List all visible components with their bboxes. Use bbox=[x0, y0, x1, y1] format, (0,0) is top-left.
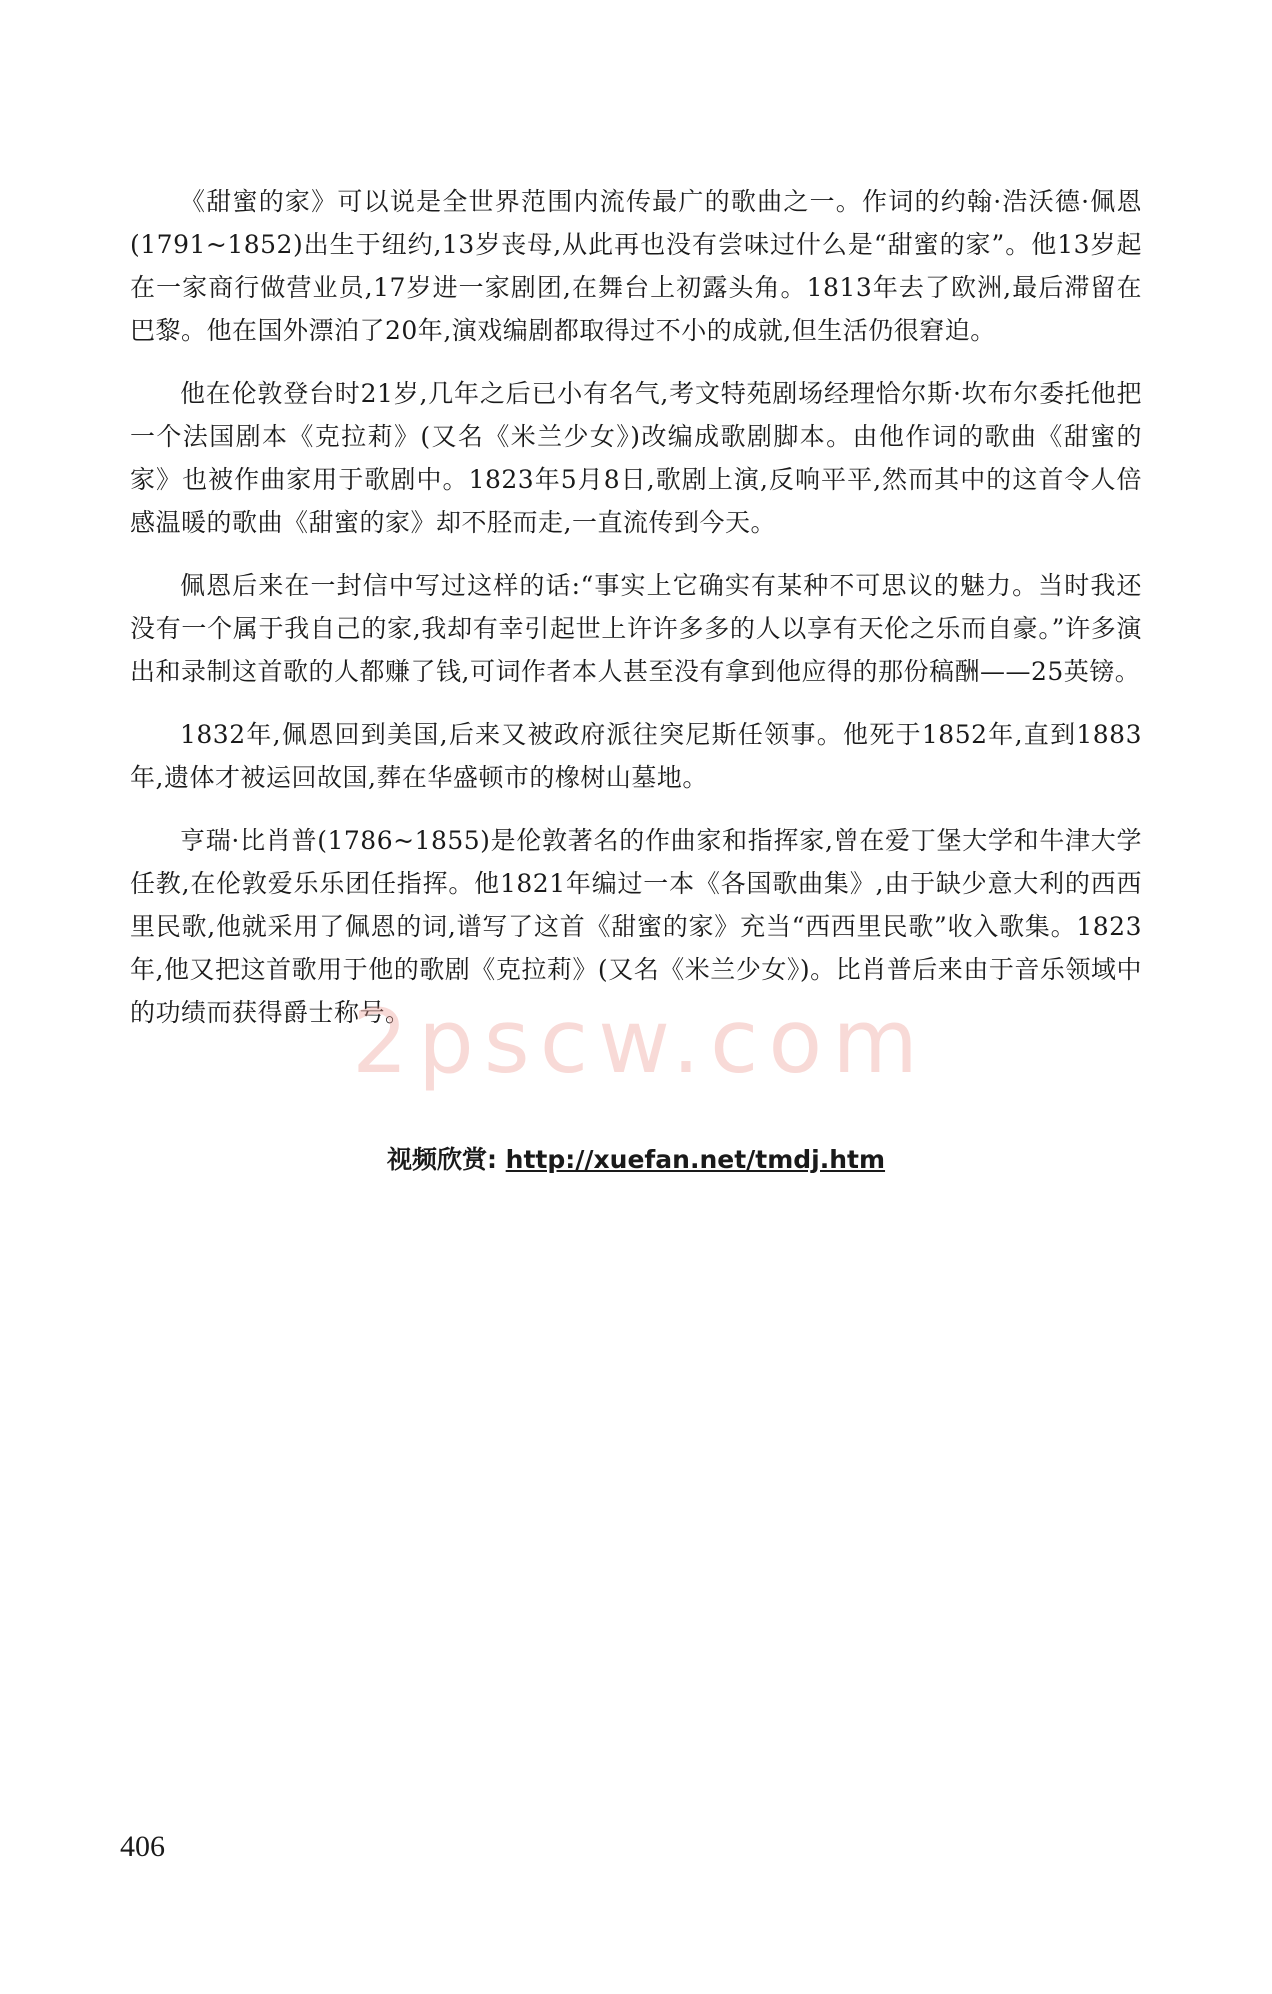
paragraph-2: 他在伦敦登台时21岁,几年之后已小有名气,考文特苑剧场经理恰尔斯·坎布尔委托他把一个法国剧本《克拉莉》(又名《米兰少女》)改编成歌剧脚本。由他作词的歌曲《甜蜜的家》也被作曲家用于歌剧中。1823年5月8日,歌剧上演,反响平平,然而其中的这首令人倍感温暖的歌曲《甜蜜的家》却不胫而走,一直流传到今天。 bbox=[130, 379, 1142, 537]
watermark: 2pscw.com bbox=[352, 990, 928, 1093]
video-label: 视频欣赏: bbox=[386, 1145, 497, 1174]
page-number: 406 bbox=[120, 1830, 165, 1863]
paragraph-1: 《甜蜜的家》可以说是全世界范围内流传最广的歌曲之一。作词的约翰·浩沃德·佩恩(1791~1852)出生于纽约,13岁丧母,从此再也没有尝味过什么是“甜蜜的家”。他13岁起在一家商行做营业员,17岁进一家剧团,在舞台上初露头角。1813年去了欧洲,最后滞留在巴黎。他在国外漂泊了20年,演戏编剧都取得过不小的成就,但生活仍很窘迫。 bbox=[130, 187, 1142, 345]
paragraph-5: 亨瑞·比肖普(1786~1855)是伦敦著名的作曲家和指挥家,曾在爱丁堡大学和牛津大学任教,在伦敦爱乐乐团任指挥。他1821年编过一本《各国歌曲集》,由于缺少意大利的西西里民歌,他就采用了佩恩的词,谱写了这首《甜蜜的家》充当“西西里民歌”收入歌集。1823年,他又把这首歌用于他的歌剧《克拉莉》(又名《米兰少女》)。比肖普后来由于音乐领域中的功绩而获得爵士称号。 bbox=[130, 826, 1142, 1027]
paragraph-4: 1832年,佩恩回到美国,后来又被政府派往突尼斯任领事。他死于1852年,直到1883年,遗体才被运回故国,葬在华盛顿市的橡树山墓地。 bbox=[130, 720, 1142, 792]
video-url-link[interactable]: http://xuefan.net/tmdj.htm bbox=[505, 1145, 886, 1174]
article-body bbox=[130, 180, 1142, 1054]
paragraph-3: 佩恩后来在一封信中写过这样的话:“事实上它确实有某种不可思议的魅力。当时我还没有一个属于我自己的家,我却有幸引起世上许许多多的人以享有天伦之乐而自豪。”许多演出和录制这首歌的人都赚了钱,可词作者本人甚至没有拿到他应得的那份稿酬——25英镑。 bbox=[130, 571, 1142, 686]
video-link-line bbox=[0, 1140, 1272, 1176]
